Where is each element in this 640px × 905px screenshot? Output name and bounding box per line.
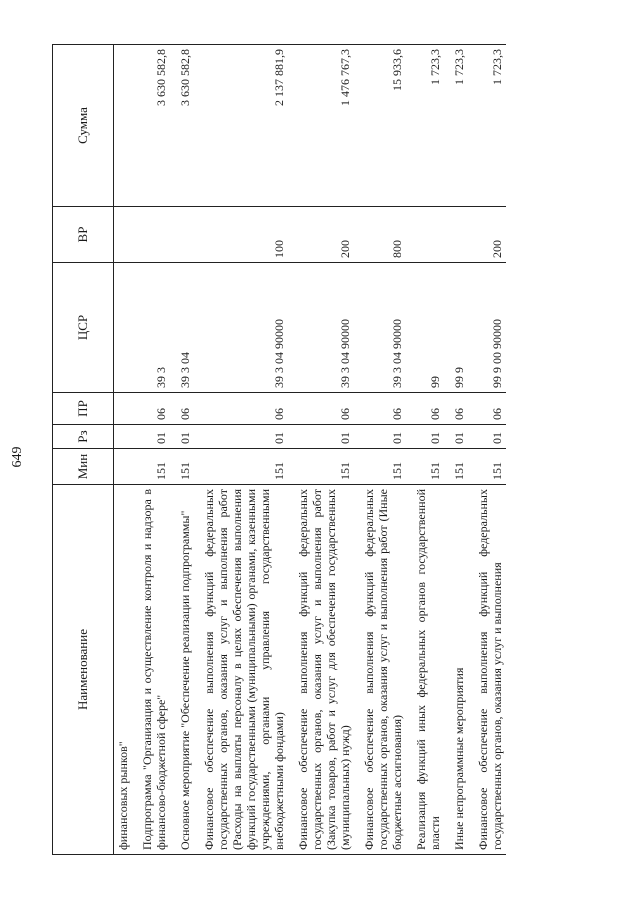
cell-name: Финансовое обеспечение выполнения функций федеральных государственных органов, оказания услуг и выполнения работ (Закупка товаров, работ и услуг для обеспечения государственных (муниципальных) нужд) [294,485,354,855]
cell-vr [450,207,468,263]
cell-min: 151 [294,449,354,485]
header-pr: ПР [53,393,114,425]
cell-csr: 99 9 00 90000 [474,263,506,393]
cell-rz: 01 [138,425,170,449]
table-row [412,45,444,855]
cell-pr: 06 [360,393,406,425]
cell-pr: 06 [474,393,506,425]
cell-csr: 39 3 04 90000 [360,263,406,393]
cell-sum: 2 137 881,9 [200,45,288,207]
cell-min: 151 [450,449,468,485]
cell-name: Иные непрограммные мероприятия [450,485,468,855]
cell-name: финансовых рынков" [114,485,133,855]
cell-min: 151 [360,449,406,485]
cell-vr [114,207,133,263]
cell-csr: 39 3 04 90000 [200,263,288,393]
cell-name: Реализация функций иных федеральных органов государственной власти [412,485,444,855]
cell-csr: 99 9 [450,263,468,393]
table-row [360,45,406,855]
cell-vr [412,207,444,263]
cell-min: 151 [138,449,170,485]
cell-rz: 01 [450,425,468,449]
cell-pr: 06 [200,393,288,425]
cell-sum: 15 933,6 [360,45,406,207]
cell-name: Подпрограмма "Организация и осуществление контроля и надзора в финансово-бюджетной сфере" [138,485,170,855]
budget-table [52,44,506,855]
cell-vr [176,207,194,263]
cell-rz [114,425,133,449]
cell-min: 151 [200,449,288,485]
cell-pr [114,393,133,425]
header-row [53,45,114,855]
table-row [176,45,194,855]
cell-min [114,449,133,485]
cell-vr [138,207,170,263]
cell-name: Финансовое обеспечение выполнения функций федеральных государственных органов, оказания услуг и выполнения [474,485,506,855]
cell-sum [114,45,133,207]
header-csr: ЦСР [53,263,114,393]
cell-rz: 01 [176,425,194,449]
cell-csr [114,263,133,393]
cell-sum: 1 723,3 [474,45,506,207]
cell-rz: 01 [360,425,406,449]
cell-min: 151 [176,449,194,485]
cell-pr: 06 [450,393,468,425]
table-row [450,45,468,855]
cell-sum: 3 630 582,8 [138,45,170,207]
cell-csr: 39 3 04 90000 [294,263,354,393]
header-rz: Рз [53,425,114,449]
cell-sum: 1 476 767,3 [294,45,354,207]
cell-pr: 06 [412,393,444,425]
cell-name: Основное мероприятие "Обеспечение реализации подпрограммы" [176,485,194,855]
header-vr: ВР [53,207,114,263]
cell-pr: 06 [176,393,194,425]
page-number: 649 [10,446,25,468]
table-row [114,45,133,855]
cell-sum: 1 723,3 [412,45,444,207]
cell-vr: 100 [200,207,288,263]
cell-csr: 39 3 04 [176,263,194,393]
cell-rz: 01 [412,425,444,449]
table-row [474,45,506,855]
cell-vr: 800 [360,207,406,263]
cell-pr: 06 [138,393,170,425]
table-row [200,45,288,855]
cell-min: 151 [474,449,506,485]
table-row [138,45,170,855]
cell-min: 151 [412,449,444,485]
cell-rz: 01 [294,425,354,449]
cell-sum: 1 723,3 [450,45,468,207]
table-row [294,45,354,855]
cell-rz: 01 [200,425,288,449]
cell-vr: 200 [294,207,354,263]
cell-vr: 200 [474,207,506,263]
cell-csr: 99 [412,263,444,393]
header-name: Наименование [53,485,114,855]
cell-pr: 06 [294,393,354,425]
header-min: Мин [53,449,114,485]
cell-sum: 3 630 582,8 [176,45,194,207]
cell-name: Финансовое обеспечение выполнения функций федеральных государственных органов, оказания услуг и выполнения работ (Иные бюджетные ассигнования) [360,485,406,855]
cell-name: Финансовое обеспечение выполнения функций федеральных государственных органов, оказания услуг и выполнения работ (Расходы на выплаты персоналу в целях обеспечения выполнения функций государственными (муниципальными) органами, казенными учреждениями, органами управления государственными внебюджетными фондами) [200,485,288,855]
cell-rz: 01 [474,425,506,449]
cell-csr: 39 3 [138,263,170,393]
header-sum: Сумма [53,45,114,207]
